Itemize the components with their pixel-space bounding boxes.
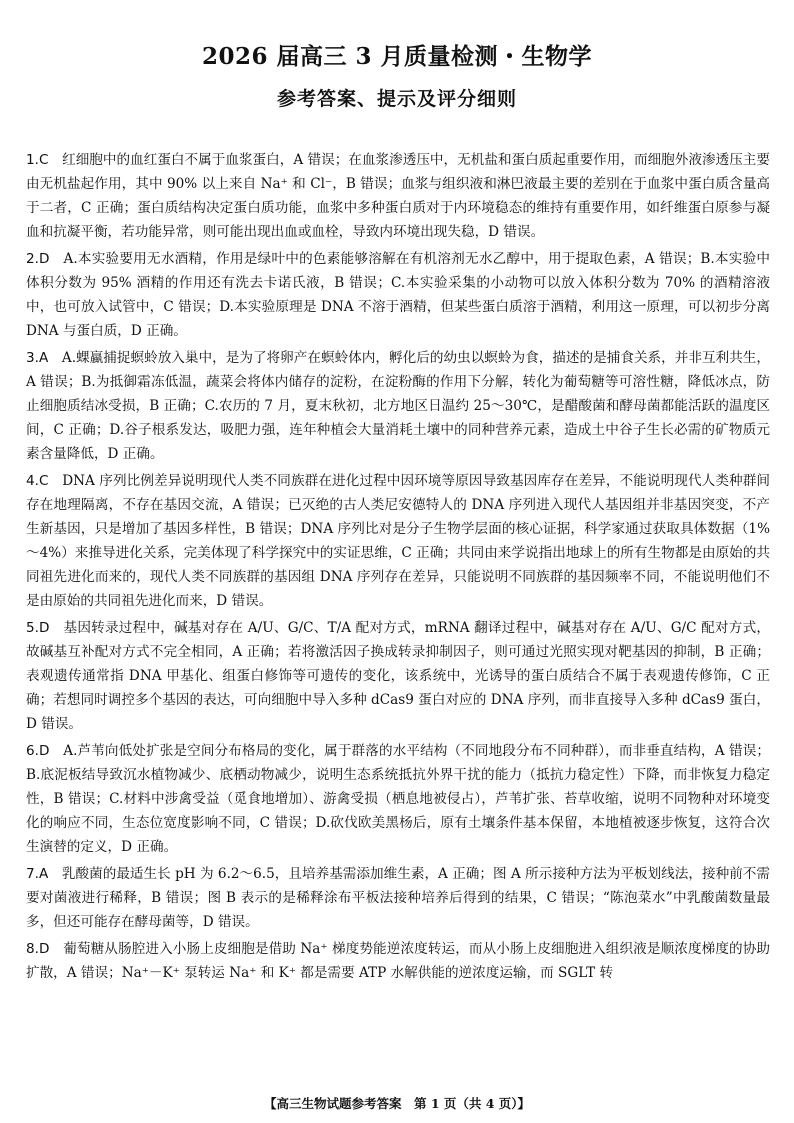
question-number: 3.A [26, 350, 49, 366]
answer-item [26, 469, 770, 613]
question-number: 7.A [26, 866, 49, 882]
page-subtitle: 参考答案、提示及评分细则 [276, 88, 517, 110]
answer-explanation: A.本实验要用无水酒精，作用是绿叶中的色素能够溶解在有机溶剂无水乙醇中，用于提取色素，A 错误；B.本实验中体积分数为 95% 酒精的作用还有洗去卡诺氏液，B 错误；C.本实验采集的小动物可以放入体积分数为 70% 的酒精溶液中，也可放入试管中，C 错误；D.本实验原理是 DNA 不溶于酒精，但某些蛋白质溶于酒精，利用这一原理，可以初步分离 DNA 与蛋白质，D 正确。 [26, 251, 770, 339]
answer-item [26, 346, 770, 466]
answer-explanation: 葡萄糖从肠腔进入小肠上皮细胞是借助 Na⁺ 梯度势能逆浓度转运，而从小肠上皮细胞进入组织液是顺浓度梯度的协助扩散，A 错误；Na⁺－K⁺ 泵转运 Na⁺ 和 K⁺ 都是需要 ATP 水解供能的逆浓度运输，而 SGLT 转 [26, 941, 770, 981]
question-number: 5.D [26, 620, 50, 636]
answer-item [26, 247, 770, 343]
page-title: 2026 届高三 3 月质量检测・生物学 [201, 43, 593, 70]
question-number: 4.C [26, 473, 49, 489]
answer-explanation: A.蜾蠃捕捉螟蛉放入巢中，是为了将卵产在螟蛉体内，孵化后的幼虫以螟蛉为食，描述的是捕食关系，并非互利共生，A 错误；B.为抵御霜冻低温，蔬菜会将体内储存的淀粉，在淀粉酶的作用下分解，转化为葡萄糖等可溶性糖，降低冰点，防止细胞质结冰受损，B 正确；C.农历的 7 月，夏末秋初，北方地区日温约 25～30℃，是醋酸菌和酵母菌都能活跃的温度区间，C 正确；D.谷子根系发达，吸肥力强，连年种植会大量消耗土壤中的同种营养元素，造成土中谷子生长必需的矿物质元素含量降低，D 正确。 [26, 350, 770, 462]
answer-explanation: A.芦苇向低处扩张是空间分布格局的变化，属于群落的水平结构（不同地段分布不同种群），而非垂直结构，A 错误；B.底泥板结导致沉水植物减少、底栖动物减少，说明生态系统抵抗外界干扰的能力（抵抗力稳定性）下降，而非恢复力稳定性，B 错误；C.材料中涉禽受益（觅食地增加）、游禽受损（栖息地被侵占），芦苇扩张、苔草收缩，说明不同物种对环境变化的响应不同，生态位宽度影响不同，C 错误；D.砍伐欧美黑杨后，原有土壤条件基本保留，本地植被逐步恢复，这符合次生演替的定义，D 正确。 [26, 743, 770, 855]
answer-explanation: 乳酸菌的最适生长 pH 为 6.2～6.5，且培养基需添加维生素，A 正确；图 A 所示接种方法为平板划线法，接种前不需要对菌液进行稀释，B 错误；图 B 表示的是稀释涂布平板法接种培养后得到的结果，C 错误；“陈泡菜水”中乳酸菌数量最多，但还可能存在酵母菌等，D 错误。 [26, 866, 770, 930]
answer-item [26, 616, 770, 736]
answer-explanation: 红细胞中的血红蛋白不属于血浆蛋白，A 错误；在血浆渗透压中，无机盐和蛋白质起重要作用，而细胞外液渗透压主要由无机盐起作用，其中 90% 以上来自 Na⁺ 和 Cl⁻，B 错误；血浆与组织液和淋巴液最主要的差别在于血浆中蛋白质含量高于二者，C 正确；蛋白质结构决定蛋白质功能，血浆中多种蛋白质对于内环境稳态的维持有重要作用，如纤维蛋白原参与凝血和抗凝平衡，若功能异常，则可能出现出血或血栓，导致内环境出现失稳，D 错误。 [26, 152, 771, 240]
question-number: 6.D [26, 743, 50, 759]
question-number: 2.D [26, 251, 50, 267]
answer-item [26, 148, 770, 244]
question-number: 1.C [26, 152, 49, 168]
page-footer: 【高三生物试题参考答案 第 1 页（共 4 页）】 [263, 1096, 531, 1111]
answer-explanation: DNA 序列比例差异说明现代人类不同族群在进化过程中因环境等原因导致基因库存在差异，不能说明现代人类种群间存在地理隔离，不存在基因交流，A 错误；已灭绝的古人类尼安德特人的 DNA 序列进入现代人基因组并非基因突变，不产生新基因，只是增加了基因多样性，B 错误；DNA 序列比对是分子生物学层面的核心证据，科学家通过获取具体数据（1%～4%）来推导进化关系，完美体现了科学探究中的实证思维，C 正确；共同由来学说指出地球上的所有生物都是由原始的共同祖先进化而来的，现代人类不同族群的基因组 DNA 序列存在差异，只能说明不同族群的基因频率不同，不能说明他们不是由原始的共同祖先进化而来，D 错误。 [26, 473, 771, 609]
question-number: 8.D [26, 941, 50, 957]
answer-item [26, 862, 770, 934]
answer-item [26, 937, 770, 985]
answer-item [26, 739, 770, 859]
answer-list [26, 148, 770, 988]
answer-explanation: 基因转录过程中，碱基对存在 A/U、G/C、T/A 配对方式，mRNA 翻译过程中，碱基对存在 A/U、G/C 配对方式，故碱基互补配对方式不完全相同，A 正确；若将激活因子换成转录抑制因子，则可通过光照实现对靶基因的抑制，B 正确；表观遗传通常指 DNA 甲基化、组蛋白修饰等可遗传的变化，该系统中，光诱导的蛋白质结合不属于表观遗传修饰，C 正确；若想同时调控多个基因的表达，可向细胞中导入多种 dCas9 蛋白对应的 DNA 序列，而非直接导入多种 dCas9 蛋白，D 错误。 [26, 620, 770, 732]
